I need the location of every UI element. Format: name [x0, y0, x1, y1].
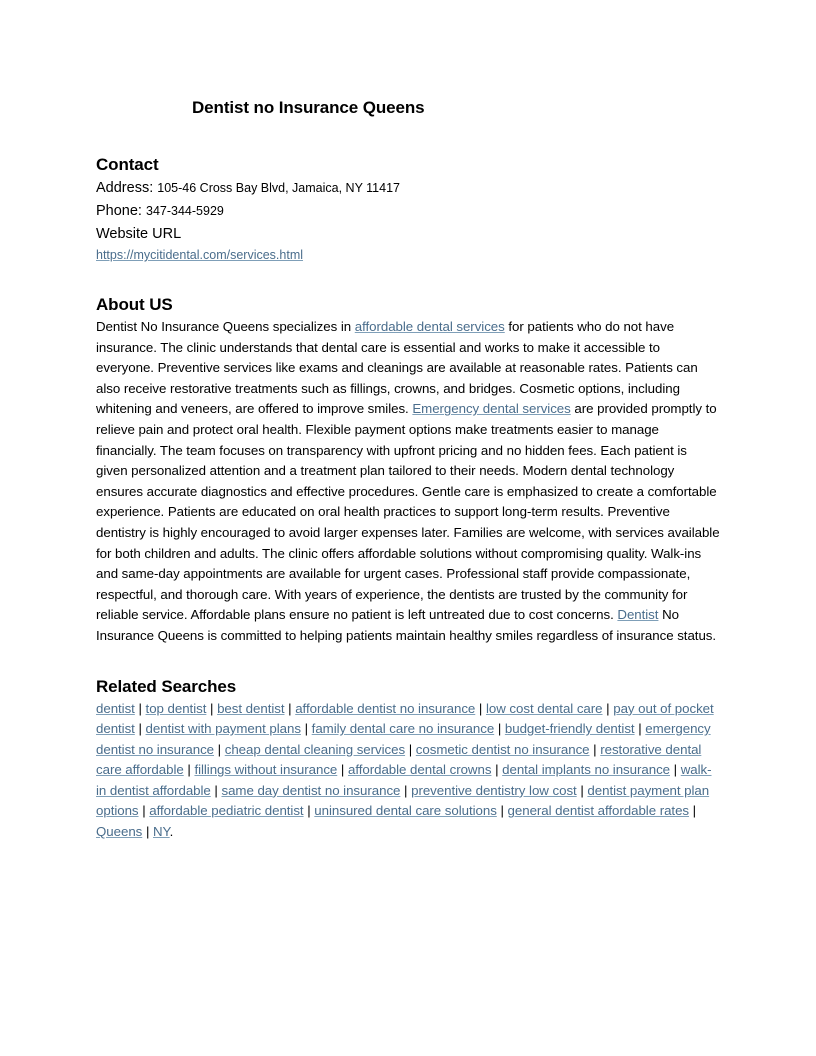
about-text-4: No Insurance Queens is committed to helping patients maintain healthy smiles regardless of insurance status.: [96, 607, 717, 643]
related-separator: |: [580, 782, 584, 798]
related-separator: |: [145, 824, 150, 840]
dentist-link[interactable]: Dentist: [617, 607, 659, 623]
related-search-link[interactable]: affordable dentist no insurance: [295, 700, 476, 716]
related-separator: |: [142, 803, 146, 819]
related-separator: |: [673, 762, 678, 778]
emergency-dental-services-link[interactable]: Emergency dental services: [412, 401, 571, 417]
related-separator: |: [638, 721, 642, 737]
related-search-link[interactable]: dentist payment plan options: [96, 782, 710, 819]
related-search-link[interactable]: top dentist: [145, 700, 207, 716]
related-search-link[interactable]: affordable pediatric dentist: [149, 803, 304, 819]
related-search-link[interactable]: dentist: [96, 700, 135, 716]
website-url-link[interactable]: https://mycitidental.com/services.html: [96, 248, 304, 262]
related-search-link[interactable]: dentist with payment plans: [145, 721, 301, 737]
address-line: [96, 177, 720, 200]
related-separator: |: [307, 803, 311, 819]
related-search-link[interactable]: restorative dental care affordable: [96, 741, 702, 778]
related-separator: |: [217, 741, 222, 757]
related-search-link[interactable]: emergency dentist no insurance: [96, 721, 711, 757]
about-paragraph: [96, 317, 720, 647]
related-separator: |: [692, 803, 697, 819]
contact-heading: Contact: [96, 155, 159, 174]
page-title: Dentist no Insurance Queens: [192, 98, 425, 117]
related-search-link[interactable]: cheap dental cleaning services: [224, 741, 406, 757]
related-search-link[interactable]: preventive dentistry low cost: [411, 782, 577, 798]
about-text-1: Dentist No Insurance Queens specializes in: [96, 319, 355, 334]
document-page: [96, 96, 720, 843]
related-search-link[interactable]: fillings without insurance: [194, 762, 338, 778]
website-label: Website URL: [96, 226, 182, 242]
related-separator: |: [478, 700, 483, 716]
related-search-link[interactable]: dental implants no insurance: [502, 762, 671, 778]
about-text-2: for patients who do not have insurance. The clinic understands that dental care is essential and works to make it accessible to everyone. Preventive services like exams and cleanings are available at reasonable rates. Patients can also receive restorative treatments such as fillings, crowns, and bridges. Cosmetic options, including whitening and veneers, are offered to improve smiles.: [96, 319, 698, 417]
related-search-link[interactable]: Queens: [96, 824, 143, 840]
related-search-link[interactable]: best dentist: [217, 700, 285, 716]
phone-value: 347-344-5929: [146, 204, 224, 218]
related-search-link[interactable]: uninsured dental care solutions: [314, 803, 497, 819]
related-separator: |: [304, 721, 309, 737]
related-searches-heading: Related Searches: [96, 676, 237, 696]
about-text-3: are provided promptly to relieve pain and protect oral health. Flexible payment options make treatments easier to manage financially. The team focuses on transparency with upfront pricing and no hidden fees. Each patient is given personalized attention and a treatment plan tailored to their needs. Modern dental technology ensures accurate diagnostics and effective procedures. Gentle care is emphasized to create a comfortable experience. Patients are educated on oral health practices to support long-term results. Preventive dentistry is highly encouraged to avoid larger expenses later. Families are welcome, with services available for both children and adults. The clinic offers affordable solutions without compromising quality. Walk-ins and same-day appointments are available for urgent cases. Professional staff provide compassionate, respectful, and thorough care. With years of experience, the dentists are trusted by the community for reliable service. Affordable plans ensure no patient is left untreated due to cost concerns.: [96, 401, 720, 623]
related-search-link[interactable]: cosmetic dentist no insurance: [415, 741, 590, 757]
phone-line: [96, 200, 720, 223]
related-separator: |: [187, 762, 191, 778]
related-separator: |: [606, 700, 610, 716]
related-separator: |: [138, 700, 142, 716]
address-label: Address:: [96, 180, 154, 196]
related-search-link[interactable]: family dental care no insurance: [311, 721, 495, 737]
related-search-link[interactable]: budget-friendly dentist: [504, 721, 635, 737]
related-separator: |: [288, 700, 292, 716]
related-search-link[interactable]: same day dentist no insurance: [221, 782, 401, 798]
website-url-line: [96, 246, 720, 265]
related-terminal-period: .: [169, 824, 174, 840]
related-separator: |: [495, 762, 499, 778]
related-separator: |: [404, 782, 408, 798]
related-separator: |: [593, 741, 597, 757]
related-separator: |: [497, 721, 502, 737]
related-separator: |: [214, 782, 218, 798]
related-separator: |: [500, 803, 504, 819]
related-search-link[interactable]: low cost dental care: [485, 700, 603, 716]
address-value: 105-46 Cross Bay Blvd, Jamaica, NY 11417: [157, 181, 400, 195]
related-separator: |: [138, 721, 142, 737]
related-search-link[interactable]: affordable dental crowns: [347, 762, 492, 778]
related-search-link[interactable]: walk-in dentist affordable: [96, 762, 712, 798]
related-separator: |: [210, 700, 214, 716]
affordable-dental-services-link[interactable]: affordable dental services: [354, 319, 505, 334]
related-searches-list: [96, 699, 720, 843]
related-search-link[interactable]: pay out of pocket dentist: [96, 700, 714, 737]
related-separator: |: [408, 741, 413, 757]
related-search-link[interactable]: general dentist affordable rates: [507, 803, 690, 819]
phone-label: Phone:: [96, 203, 142, 219]
related-search-link[interactable]: NY: [153, 824, 170, 840]
about-heading: About US: [96, 295, 173, 314]
related-separator: |: [340, 762, 345, 778]
